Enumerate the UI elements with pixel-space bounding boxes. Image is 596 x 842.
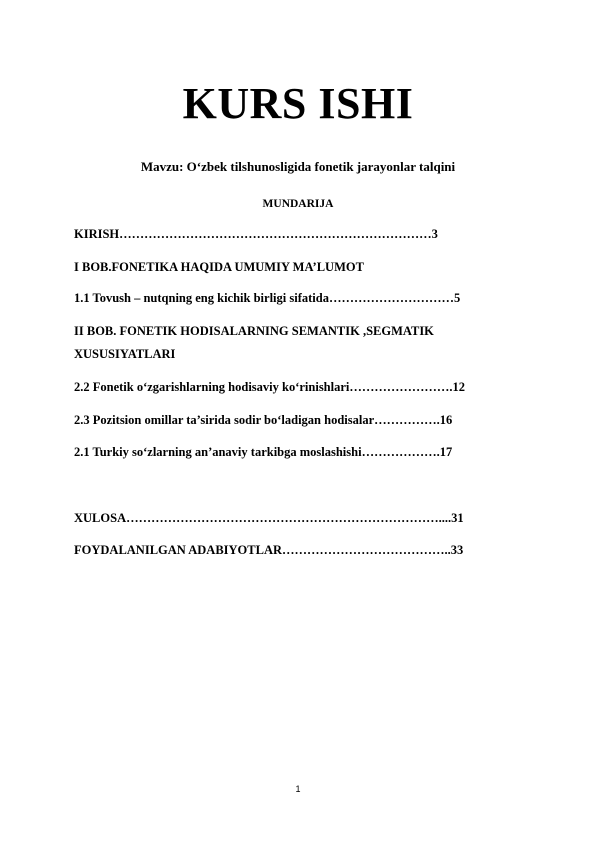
toc-heading: MUNDARIJA: [262, 198, 334, 210]
document-subject: Mavzu: O‘zbek tilshunosligida fonetik jarayonlar talqini: [140, 159, 456, 174]
toc-entry-section-2-2: 2.2 Fonetik o‘zgarishlarning hodisaviy ko‘rinishlari…………………….12: [74, 380, 466, 394]
toc-entry-section-2-1: 2.1 Turkiy so‘zlarning an’anaviy tarkibga moslashishi……………….17: [74, 445, 453, 459]
toc-entry-chapter-2: II BOB. FONETIK HODISALARNING SEMANTIK ,SEGMATIK: [74, 324, 434, 338]
toc-entry-chapter-1: I BOB.FONETIKA HAQIDA UMUMIY MA’LUMOT: [74, 260, 364, 274]
toc-entry-section-2-3: 2.3 Pozitsion omillar ta’sirida sodir bo‘ladigan hodisalar…………….16: [74, 413, 453, 427]
page-number: 1: [295, 784, 301, 794]
toc-entry-chapter-2-continued: XUSUSIYATLARI: [74, 347, 176, 361]
toc-entry-introduction: KIRISH…………………………………………………………………3: [74, 227, 438, 241]
document-title: KURS ISHI: [182, 79, 414, 128]
toc-entry-conclusion: XULOSA…………………………………………………………………....31: [74, 511, 464, 525]
toc-entry-references: FOYDALANILGAN ADABIYOTLAR…………………………………..33: [74, 543, 464, 557]
toc-entry-section-1-1: 1.1 Tovush – nutqning eng kichik birligi sifatida…………………………5: [74, 291, 461, 305]
